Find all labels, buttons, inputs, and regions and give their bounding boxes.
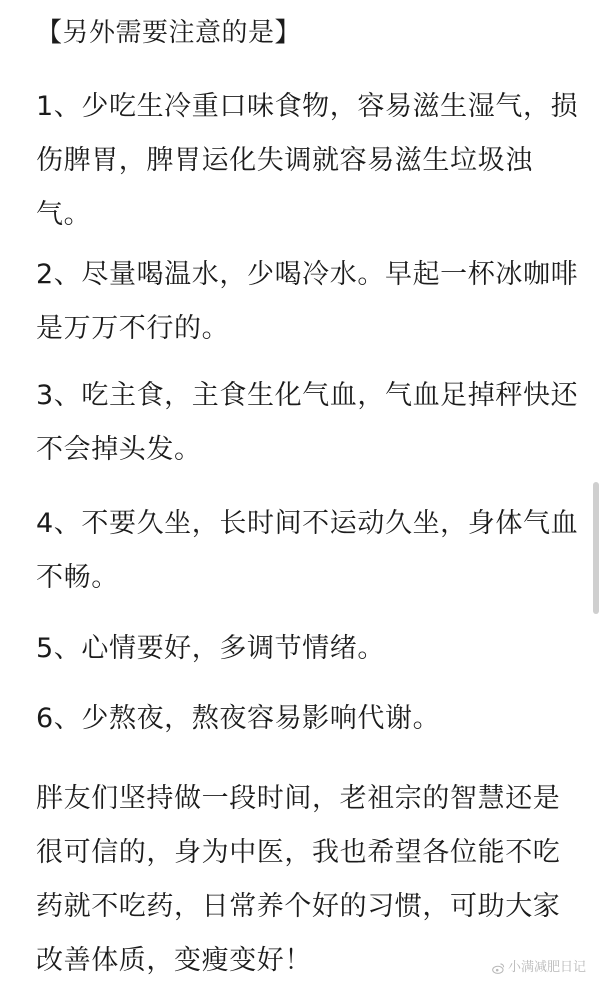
closing-paragraph: 胖友们坚持做一段时间，老祖宗的智慧还是很可信的，身为中医，我也希望各位能不吃药就不吃药，日常养个好的习惯，可助大家改善体质，变瘦变好！ (36, 783, 561, 976)
tip-paragraph-4: 4、不要久坐，长时间不运动久坐，身体气血不畅。 (36, 508, 579, 593)
tip-paragraph-1: 1、少吃生冷重口味食物，容易滋生湿气，损伤脾胃，脾胃运化失调就容易滋生垃圾浊气。 (36, 91, 579, 230)
watermark-text: 小满减肥日记 (507, 960, 586, 975)
tip-paragraph-2: 2、尽量喝温水，少喝冷水。早起一杯冰咖啡是万万不行的。 (36, 259, 579, 344)
tip-paragraph-3: 3、吃主食，主食生化气血，气血足掉秤快还不会掉头发。 (36, 380, 579, 465)
watermark (492, 958, 586, 978)
tip-paragraph-6: 6、少熬夜，熬夜容易影响代谢。 (36, 703, 441, 734)
tip-paragraph-5: 5、心情要好，多调节情绪。 (36, 633, 385, 664)
scrollbar-thumb[interactable] (593, 482, 599, 614)
section-title: 【另外需要注意的是】 (36, 18, 302, 48)
weibo-logo-icon (492, 962, 505, 975)
